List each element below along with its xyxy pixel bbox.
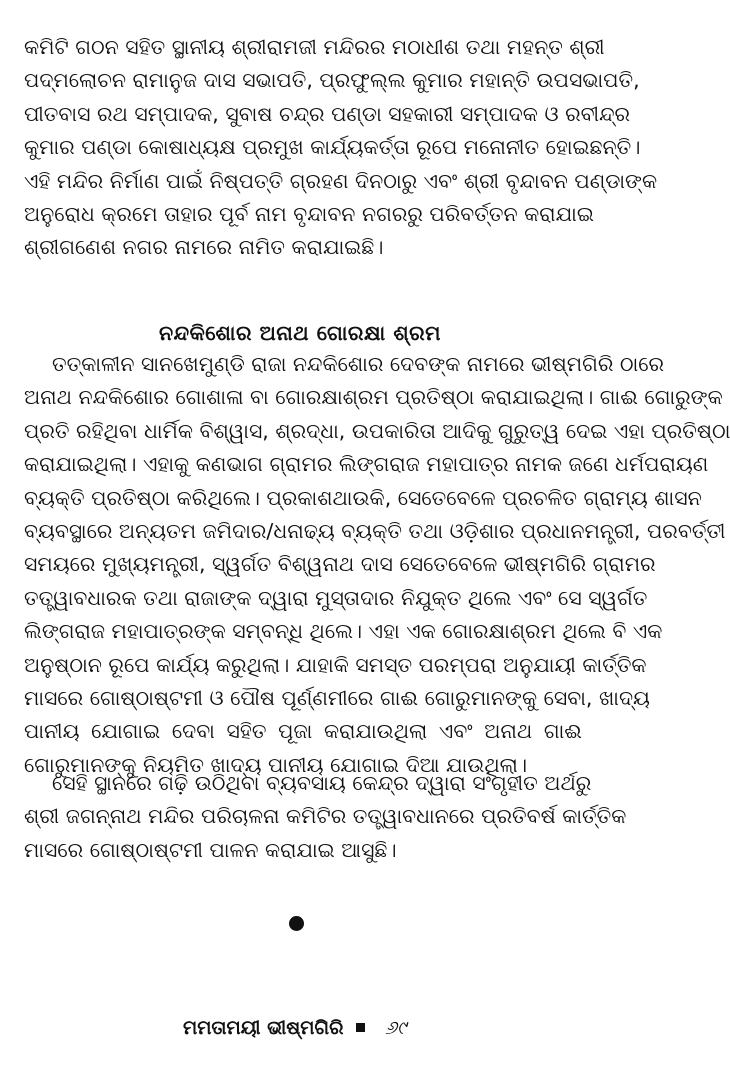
text-line: କରାଯାଇଥିଲା। ଏହାକୁ କଣଭାଗ ଗ୍ରାମର ଲିଙ୍ଗରାଜ ମହାପାତ୍ର ନାମକ ଜଣେ ଧର୍ମପରାୟଣ <box>24 452 709 477</box>
paragraph-committee <box>24 31 658 265</box>
page-footer <box>0 1013 600 1043</box>
text-line: ସମୟରେ ମୁଖ୍ୟମନ୍ତ୍ରୀ, ସ୍ୱର୍ଗତ ବିଶ୍ୱନାଥ ଦାସ ସେତେବେଳେ ଭୀଷ୍ମଗିରି ଗ୍ରାମର <box>24 552 656 577</box>
text-line: ତତ୍ତ୍ୱାବଧାରକ ତଥା ରାଜାଙ୍କ ଦ୍ୱାରା ମୁସ୍ତାଦାର ନିଯୁକ୍ତ ଥିଲେ ଏବଂ ସେ ସ୍ୱର୍ଗତ <box>24 585 648 610</box>
text-line: ପୀତବାସ ରଥ ସମ୍ପାଦକ, ସୁବାଷ ଚନ୍ଦ୍ର ପଣ୍ଡା ସହକାରୀ ସମ୍ପାଦକ ଓ ରବୀନ୍ଦ୍ର <box>24 101 631 126</box>
text-line: କମିଟି ଗଠନ ସହିତ ସ୍ଥାନୀୟ ଶ୍ରୀରାମଜୀ ମନ୍ଦିରର ମଠାଧୀଶ ତଥା ମହନ୍ତ ଶ୍ରୀ <box>24 35 605 59</box>
text-line: ଲିଙ୍ଗରାଜ ମହାପାତ୍ରଙ୍କ ସମ୍ବନ୍ଧି ଥିଲେ। ଏହା ଏକ ଗୋରକ୍ଷାଶ୍ରମ ଥିଲେ ବି ଏକ <box>24 619 663 644</box>
section-end-bullet <box>289 916 304 931</box>
separator-square-icon <box>356 1023 365 1032</box>
paragraph-goshala <box>24 348 730 782</box>
text-line: ପ୍ରତି ରହିଥିବା ଧାର୍ମିକ ବିଶ୍ୱାସ, ଶ୍ରଦ୍ଧା, ଉପକାରିତା ଆଦିକୁ ଗୁରୁତ୍ୱ ଦେଇ ଏହା ପ୍ରତିଷ୍ଠା <box>24 418 730 443</box>
text-line: ପଦ୍ମଲୋଚନ ରାମାନୁଜ ଦାସ ସଭାପତି, ପ୍ରଫୁଲ୍ଲ କୁମାର ମହାନ୍ତି ଉପସଭାପତି, <box>24 68 640 93</box>
book-title: ମମତାମୟୀ ଭୀଷ୍ମଗିରି <box>183 1017 344 1039</box>
text-line: ବ୍ୟକ୍ତି ପ୍ରତିଷ୍ଠା କରିଥିଲେ। ପ୍ରକାଶଥାଉକି, ସେତେବେଳେ ପ୍ରଚଳିତ ଗ୍ରାମ୍ୟ ଶାସନ <box>24 485 702 510</box>
text-line: ବ୍ୟବସ୍ଥାରେ ଅନ୍ୟତମ ଜମିଦାର/ଧନାଢ୍ୟ ବ୍ୟକ୍ତି ତଥା ଓଡ଼ିଶାର ପ୍ରଧାନମନ୍ତ୍ରୀ, ପରବର୍ତ୍ତୀ <box>24 519 726 544</box>
paragraph-gosthastami <box>24 767 627 867</box>
text-line: ମାସରେ ଗୋଷ୍ଠାଷ୍ଟମୀ ପାଳନ କରାଯାଇ ଆସୁଛି। <box>24 837 397 862</box>
text-line: ଏହି ମନ୍ଦିର ନିର୍ମାଣ ପାଇଁ ନିଷ୍ପତ୍ତି ଗ୍ରହଣ ଦିନଠାରୁ ଏବଂ ଶ୍ରୀ ବୃନ୍ଦାବନ ପଣ୍ଡାଙ୍କ <box>24 168 658 193</box>
text-line: ଶ୍ରୀ ଜଗନ୍ନାଥ ମନ୍ଦିର ପରିଚାଳନା କମିଟିର ତତ୍ତ୍ୱାବଧାନରେ ପ୍ରତିବର୍ଷ କାର୍ତ୍ତିକ <box>24 804 627 829</box>
text-line: କୁମାର ପଣ୍ଡା କୋଷାଧ୍ୟକ୍ଷ ପ୍ରମୁଖ କାର୍ଯ୍ୟକର୍ତ୍ତା ରୂପେ ମନୋନୀତ ହୋଇଛନ୍ତି। <box>24 135 641 160</box>
page-number: ୬୯ <box>385 1017 407 1039</box>
text-line: ତତ୍କାଳୀନ ସାନଖେମୁଣ୍ଡି ରାଜା ନନ୍ଦକିଶୋର ଦେବଙ୍କ ନାମରେ ଭୀଷ୍ମଗିରି ଠାରେ <box>52 352 665 376</box>
text-line: ଅନୁଷ୍ଠାନ ରୂପେ କାର୍ଯ୍ୟ କରୁଥିଲା। ଯାହାକି ସମସ୍ତ ପରମ୍ପରା ଅନୁଯାୟୀ କାର୍ତ୍ତିକ <box>24 652 647 677</box>
section-heading: ନନ୍ଦକିଶୋର ଅନାଥ ଗୋରକ୍ଷା ଶ୍ରମ <box>159 321 441 345</box>
text-line: ଅନୁରୋଧ କ୍ରମେ ତାହାର ପୂର୍ବ ନାମ ବୃନ୍ଦାବନ ନଗରରୁ ପରିବର୍ତ୍ତନ କରାଯାଇ <box>24 202 594 227</box>
text-line: ଶ୍ରୀଗଣେଶ ନଗର ନାମରେ ନାମିତ କରାଯାଇଛି। <box>24 235 384 260</box>
text-line: ମାସରେ ଗୋଷ୍ଠାଷ୍ଟମୀ ଓ ପୌଷ ପୂର୍ଣ୍ଣମୀରେ ଗାଈ ଗୋରୁମାନଙ୍କୁ ସେବା, ଖାଦ୍ୟ <box>24 686 650 711</box>
text-line: ଗୋରୁମାନଙ୍କୁ ନିୟମିତ ଖାଦ୍ୟ ପାନୀୟ ଯୋଗାଇ ଦିଆ ଯାଉଥିଲା। <box>24 752 528 777</box>
text-line: ସେହି ସ୍ଥାନରେ ଗଢ଼ି ଉଠିଥିବା ବ୍ୟବସାୟ କେନ୍ଦ୍ର ଦ୍ୱାରା ସଂଗୃହୀତ ଅର୍ଥରୁ <box>52 771 592 795</box>
text-line: ପାନୀୟ ଯୋଗାଇ ଦେବା ସହିତ ପୂଜା କରାଯାଉଥିଲା ଏବଂ ଅନାଥ ଗାଈ <box>24 719 582 744</box>
text-line: ଅନାଥ ନନ୍ଦକିଶୋର ଗୋଶାଳା ବା ଗୋରକ୍ଷାଶ୍ରମ ପ୍ରତିଷ୍ଠା କରାଯାଇଥିଲା। ଗାଈ ଗୋରୁଙ୍କ <box>24 385 723 410</box>
